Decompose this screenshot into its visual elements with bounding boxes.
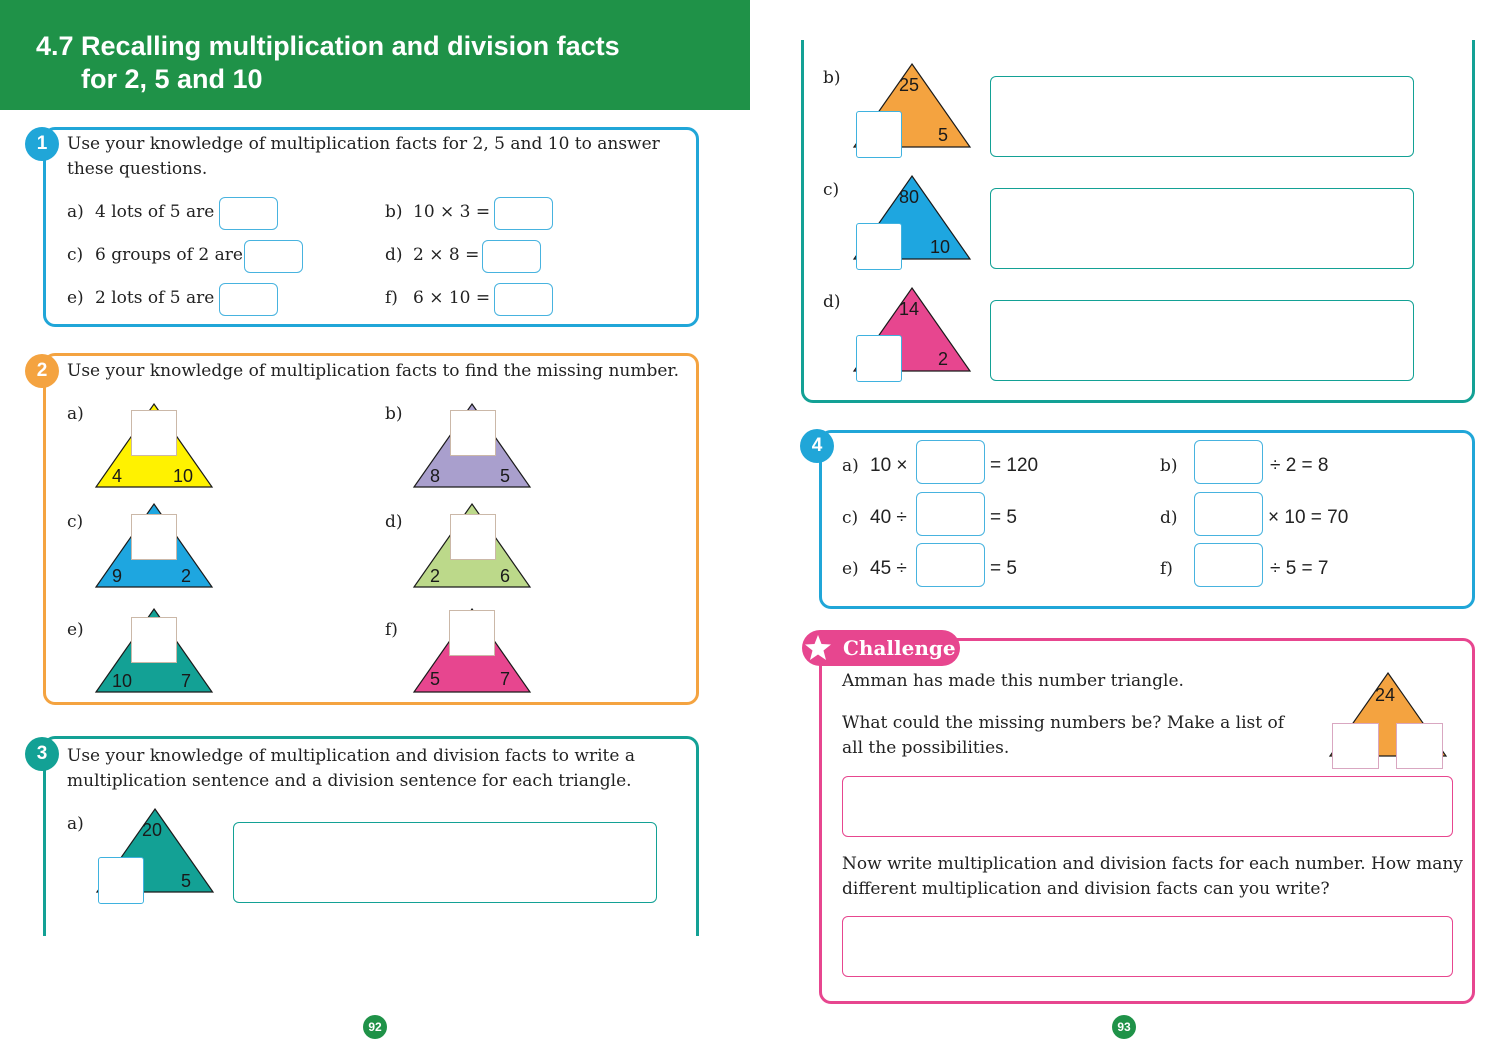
question-4-number: 4 [800, 429, 834, 463]
q1f-answer-box[interactable] [494, 283, 553, 316]
q2c-right-number: 2 [181, 566, 192, 586]
q2b-label: b) [385, 404, 403, 424]
challenge-line1: Amman has made this number triangle. [842, 671, 1184, 691]
q4e-answer-box[interactable] [916, 543, 985, 587]
q3-instruction-line2: multiplication sentence and a division sentence for each triangle. [67, 771, 632, 791]
q2a-right-number: 10 [173, 466, 194, 486]
q4f-label: f) [1160, 559, 1173, 579]
challenge-missing-box-left[interactable] [1332, 723, 1379, 769]
q1b-text: 10 × 3 = [413, 202, 491, 222]
q4e-label: e) [842, 559, 859, 579]
q2e-label: e) [67, 620, 84, 640]
q1d-text: 2 × 8 = [413, 245, 480, 265]
q1a-text: 4 lots of 5 are [95, 202, 215, 222]
q2c-label: c) [67, 512, 84, 532]
q2c-left-number: 9 [112, 566, 123, 586]
q3b-answer-area[interactable] [990, 76, 1414, 157]
q1e-text: 2 lots of 5 are [95, 288, 215, 308]
q1-instruction-line2: these questions. [67, 159, 208, 179]
q3a-missing-box[interactable] [98, 857, 144, 904]
q2-instruction: Use your knowledge of multiplication facts to find the missing number. [67, 361, 680, 381]
q4b-after: ÷ 2 = 8 [1270, 455, 1329, 476]
chapter-title-line2: for 2, 5 and 10 [81, 64, 263, 94]
q3d-right-number: 2 [938, 349, 949, 369]
q2d-missing-box[interactable] [450, 514, 496, 560]
q3a-right-number: 5 [181, 871, 192, 891]
question-1-number: 1 [25, 127, 59, 161]
q4c-after: = 5 [990, 507, 1017, 528]
q4a-after: = 120 [990, 455, 1039, 476]
q3d-top-number: 14 [899, 299, 920, 319]
q4a-answer-box[interactable] [916, 440, 985, 484]
q4d-answer-box[interactable] [1194, 492, 1263, 536]
q2f-left-number: 5 [430, 669, 441, 689]
page-number-right: 93 [1112, 1015, 1136, 1039]
q1c-text: 6 groups of 2 are [95, 245, 243, 265]
challenge-line3b: different multiplication and division facts can you write? [842, 879, 1330, 899]
q2e-left-number: 10 [112, 671, 133, 691]
q1f-label: f) [385, 288, 398, 308]
q2f-right-number: 7 [500, 669, 511, 689]
q4a-before: 10 × [870, 455, 908, 476]
q1b-label: b) [385, 202, 403, 222]
q4f-answer-box[interactable] [1194, 543, 1263, 587]
q3b-missing-box[interactable] [856, 111, 902, 158]
challenge-missing-box-right[interactable] [1396, 723, 1443, 769]
q2e-right-number: 7 [181, 671, 192, 691]
q3c-label: c) [823, 180, 840, 200]
q2f-label: f) [385, 620, 398, 640]
challenge-line3a: Now write multiplication and division facts for each number. How many [842, 854, 1463, 874]
q1f-text: 6 × 10 = [413, 288, 491, 308]
chapter-title-line1: 4.7 Recalling multiplication and division facts [36, 31, 620, 61]
challenge-answer-area-1[interactable] [842, 776, 1453, 837]
challenge-title: Challenge [843, 636, 956, 660]
q4c-before: 40 ÷ [870, 507, 907, 528]
q2d-right-number: 6 [500, 566, 511, 586]
q4c-answer-box[interactable] [916, 492, 985, 536]
q3a-answer-area[interactable] [233, 822, 657, 903]
challenge-line2a: What could the missing numbers be? Make a list of [842, 713, 1285, 733]
q4d-label: d) [1160, 508, 1178, 528]
q1a-answer-box[interactable] [219, 197, 278, 230]
q4b-label: b) [1160, 456, 1178, 476]
q2a-label: a) [67, 404, 84, 424]
q2b-right-number: 5 [500, 466, 511, 486]
q2d-label: d) [385, 512, 403, 532]
q1c-label: c) [67, 245, 84, 265]
q3c-right-number: 10 [930, 237, 951, 257]
q4d-after: × 10 = 70 [1268, 507, 1349, 528]
q2e-missing-box[interactable] [131, 617, 177, 663]
q2a-left-number: 4 [112, 466, 123, 486]
q1b-answer-box[interactable] [494, 197, 553, 230]
q1e-label: e) [67, 288, 84, 308]
q3c-top-number: 80 [899, 187, 920, 207]
q4e-after: = 5 [990, 558, 1017, 579]
q2b-missing-box[interactable] [450, 410, 496, 456]
q4a-label: a) [842, 456, 859, 476]
q2c-missing-box[interactable] [131, 514, 177, 560]
challenge-line2b: all the possibilities. [842, 738, 1010, 758]
q2f-missing-box[interactable] [449, 610, 495, 656]
q1a-label: a) [67, 202, 84, 222]
q1e-answer-box[interactable] [219, 283, 278, 316]
question-3-number: 3 [25, 737, 59, 771]
q3b-right-number: 5 [938, 125, 949, 145]
q3b-top-number: 25 [899, 75, 920, 95]
q1c-answer-box[interactable] [244, 240, 303, 273]
question-2-number: 2 [25, 354, 59, 388]
q3b-label: b) [823, 68, 841, 88]
q3c-missing-box[interactable] [856, 223, 902, 270]
q3c-answer-area[interactable] [990, 188, 1414, 269]
q3d-label: d) [823, 292, 841, 312]
page-number-left: 92 [363, 1015, 387, 1039]
challenge-top-number: 24 [1375, 685, 1396, 705]
star-icon [804, 634, 832, 662]
q4c-label: c) [842, 508, 859, 528]
q2b-left-number: 8 [430, 466, 441, 486]
chapter-header [0, 0, 750, 110]
q1-instruction-line1: Use your knowledge of multiplication facts for 2, 5 and 10 to answer [67, 134, 660, 154]
q3d-missing-box[interactable] [856, 335, 902, 382]
q2a-missing-box[interactable] [131, 410, 177, 456]
q3-instruction-line1: Use your knowledge of multiplication and division facts to write a [67, 746, 635, 766]
q2d-left-number: 2 [430, 566, 441, 586]
q1d-answer-box[interactable] [482, 240, 541, 273]
q3d-answer-area[interactable] [990, 300, 1414, 381]
challenge-answer-area-2[interactable] [842, 916, 1453, 977]
q1d-label: d) [385, 245, 403, 265]
q3a-label: a) [67, 814, 84, 834]
q3a-top-number: 20 [142, 820, 163, 840]
q4e-before: 45 ÷ [870, 558, 907, 579]
q4b-answer-box[interactable] [1194, 440, 1263, 484]
q4f-after: ÷ 5 = 7 [1270, 558, 1329, 579]
